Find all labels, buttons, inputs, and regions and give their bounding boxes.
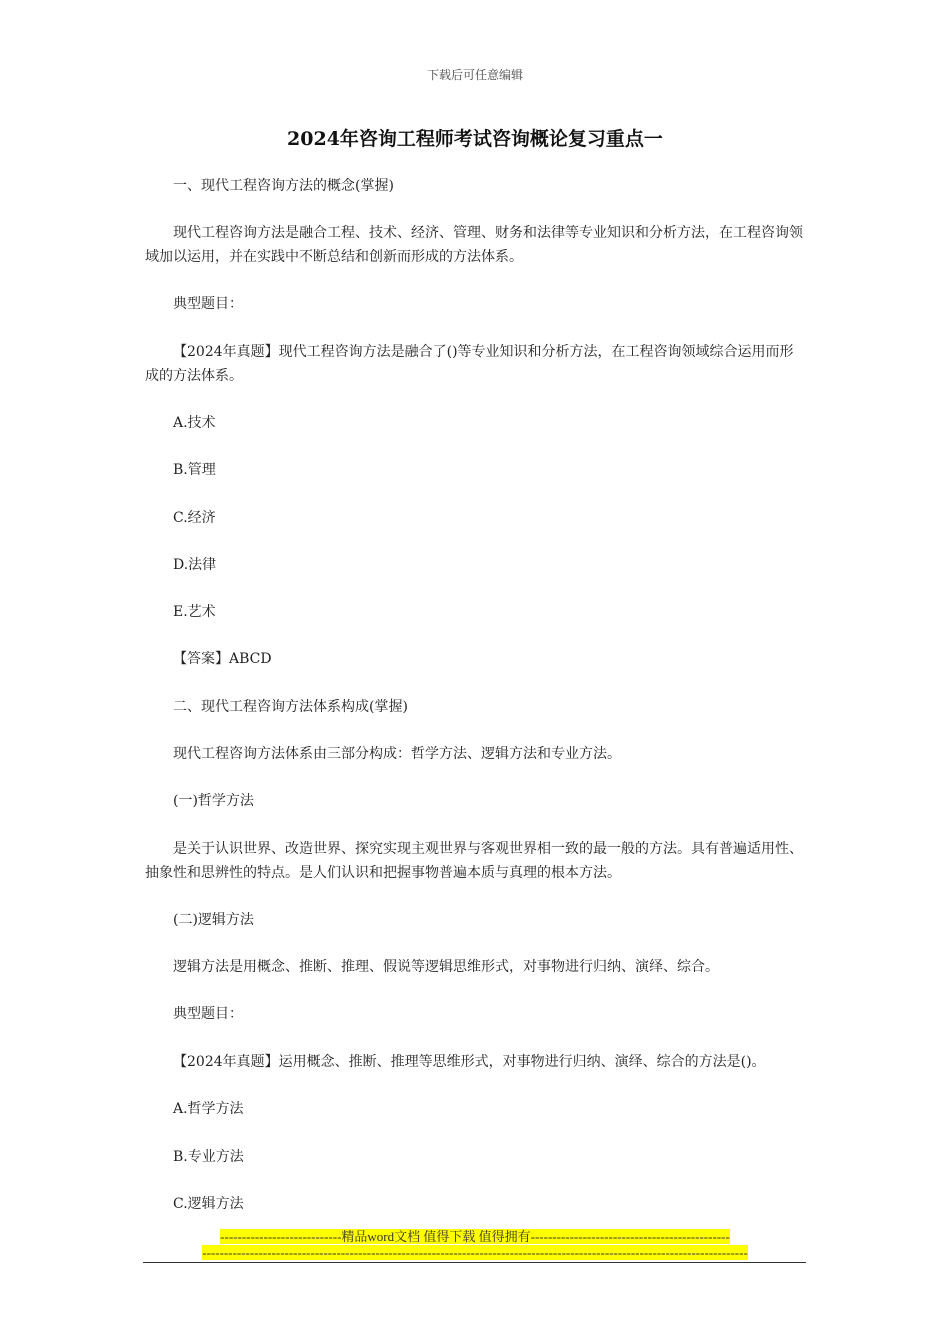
option-d: D.法律: [173, 557, 217, 573]
section-2-sub1-body: 是关于认识世界、改造世界、探究实现主观世界与客观世界相一致的最一般的方法。具有普遍适用性、抽象性和思辨性的特点。是人们认识和把握事物普遍本质与真理的根本方法。: [145, 841, 803, 881]
section-1-heading: 一、现代工程咨询方法的概念(掌握): [173, 178, 394, 194]
option-a-2: A.哲学方法: [173, 1101, 244, 1117]
footer-banner-dashes: ------------------------------------------------------------------------------------------------------------------------------: [202, 1245, 748, 1260]
option-b: B.管理: [173, 462, 216, 478]
footer-divider: [143, 1262, 806, 1263]
section-2-sub1-heading: (一)哲学方法: [173, 793, 254, 809]
section-2-typical-label: 典型题目：: [173, 1006, 243, 1022]
section-2-sub2-heading: (二)逻辑方法: [173, 912, 254, 928]
option-e: E.艺术: [173, 604, 216, 620]
document-title: 2024年咨询工程师考试咨询概论复习重点一: [287, 128, 663, 150]
footer-banner-text: ----------------------------精品word文档 值得下载 值得拥有----------------------------------------------: [220, 1229, 730, 1244]
section-1-typical-label: 典型题目：: [173, 296, 243, 312]
section-2-question: 【2024年真题】运用概念、推断、推理等思维形式，对事物进行归纳、演绎、综合的方法是()。: [173, 1054, 766, 1070]
section-1-question: 【2024年真题】现代工程咨询方法是融合了()等专业知识和分析方法，在工程咨询领域综合运用而形成的方法体系。: [145, 344, 794, 384]
option-c-2: C.逻辑方法: [173, 1196, 244, 1212]
header-note: 下载后可任意编辑: [426, 68, 523, 82]
section-2-sub2-body: 逻辑方法是用概念、推断、推理、假说等逻辑思维形式，对事物进行归纳、演绎、综合。: [173, 959, 719, 975]
option-a: A.技术: [173, 415, 216, 431]
footer-banner-line1: [0, 1229, 950, 1245]
option-c: C.经济: [173, 510, 216, 526]
footer-banner-line2: [0, 1245, 950, 1261]
section-1-body: 现代工程咨询方法是融合工程、技术、经济、管理、财务和法律等专业知识和分析方法，在工程咨询领域加以运用，并在实践中不断总结和创新而形成的方法体系。: [145, 225, 803, 265]
section-2-heading: 二、现代工程咨询方法体系构成(掌握): [173, 699, 408, 715]
option-b-2: B.专业方法: [173, 1149, 244, 1165]
section-2-body: 现代工程咨询方法体系由三部分构成：哲学方法、逻辑方法和专业方法。: [173, 746, 621, 762]
section-1-answer: 【答案】ABCD: [173, 651, 272, 667]
